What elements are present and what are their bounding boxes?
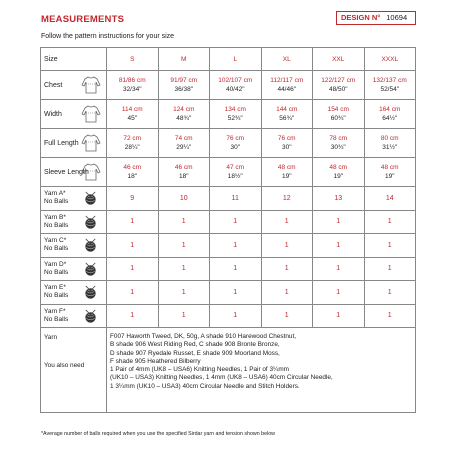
imperial-value: 48/50" [328, 86, 348, 93]
yarn-balls-label: No Balls [44, 245, 69, 253]
measurement-cell [210, 100, 262, 129]
yarn-label-cell [41, 281, 107, 305]
metric-value: 48 cm [380, 164, 399, 171]
imperial-value: 18" [127, 173, 138, 180]
size-header: XXL [313, 48, 365, 71]
sweater-chest-icon [81, 75, 101, 95]
metric-value: 48 cm [277, 164, 296, 171]
measurement-cell [313, 71, 365, 100]
metric-value: 47 cm [226, 164, 245, 171]
measurement-cell [313, 158, 365, 187]
ball-count: 1 [364, 304, 416, 328]
metric-value: 48 cm [329, 164, 348, 171]
imperial-value: 45" [127, 115, 138, 122]
size-label: Size [44, 55, 58, 63]
measurement-label: Sleeve Length [44, 168, 89, 176]
yarn-ball-icon [83, 285, 98, 300]
yarn-row [41, 210, 416, 234]
sweater-width-icon [81, 104, 101, 124]
sweater-sleeve-icon [81, 162, 101, 182]
imperial-value: 28¼" [124, 144, 140, 151]
measurements-table [40, 47, 416, 413]
metric-value: 72 cm [123, 135, 142, 142]
metric-value: 80 cm [380, 135, 399, 142]
ball-count: 13 [313, 187, 365, 211]
yarn-label-cell [41, 304, 107, 328]
size-row [41, 48, 416, 71]
yarn-ball-icon [83, 191, 98, 206]
metric-value: 164 cm [379, 106, 401, 113]
size-header: L [210, 48, 262, 71]
ball-count: 1 [210, 281, 262, 305]
yarn-label-cell [41, 210, 107, 234]
ball-count: 12 [261, 187, 313, 211]
measurement-cell [261, 100, 313, 129]
ball-count: 1 [107, 257, 159, 281]
measurement-label: Full Length [44, 139, 79, 147]
subtitle: Follow the pattern instructions for your size [41, 33, 175, 40]
yarn-info-label: Yarn [44, 334, 58, 341]
yarn-label-cell [41, 257, 107, 281]
ball-count: 1 [364, 257, 416, 281]
measurement-label-cell [41, 100, 107, 129]
measurement-cell [364, 71, 416, 100]
imperial-value: 44/46" [277, 86, 297, 93]
ball-count: 1 [261, 234, 313, 258]
yarn-row [41, 304, 416, 328]
info-text-cell [107, 328, 416, 413]
measurement-cell [261, 158, 313, 187]
measurement-row [41, 158, 416, 187]
ball-count: 1 [261, 304, 313, 328]
size-label-cell [41, 48, 107, 71]
imperial-value: 31½" [382, 144, 398, 151]
ball-count: 1 [210, 304, 262, 328]
ball-count: 1 [158, 257, 210, 281]
metric-value: 134 cm [224, 106, 246, 113]
yarn-balls-label: No Balls [44, 315, 69, 323]
yarn-row [41, 234, 416, 258]
measurement-label-cell [41, 129, 107, 158]
ball-count: 1 [107, 234, 159, 258]
metric-value: 81/86 cm [118, 77, 146, 84]
ball-count: 1 [107, 210, 159, 234]
yarn-label: Yarn E* [44, 284, 66, 292]
info-row [41, 328, 416, 413]
yarn-line: D shade 907 Ryedale Russet, E shade 909 Moorland Moss, [110, 349, 280, 357]
size-header: XXXL [364, 48, 416, 71]
yarn-label: Yarn A* [44, 190, 66, 198]
measurement-cell [158, 100, 210, 129]
yarn-balls-label: No Balls [44, 221, 69, 229]
measurement-cell [107, 129, 159, 158]
ball-count: 1 [364, 281, 416, 305]
yarn-label: Yarn D* [44, 260, 67, 268]
metric-value: 76 cm [277, 135, 296, 142]
measurement-cell [261, 71, 313, 100]
measurement-cell [313, 129, 365, 158]
imperial-value: 60¾" [330, 115, 346, 122]
imperial-value: 36/38" [174, 86, 194, 93]
metric-value: 114 cm [121, 106, 143, 113]
metric-value: 112/117 cm [270, 77, 304, 84]
yarn-line: B shade 906 West Riding Red, C shade 908 Bronte Bronze, [110, 341, 280, 349]
yarn-label: Yarn B* [44, 213, 66, 221]
footnote: *Average number of balls required when you use the specified Sirdar yarn and tension shown below [41, 431, 275, 437]
ball-count: 1 [364, 210, 416, 234]
yarn-balls-label: No Balls [44, 198, 69, 206]
measurement-cell [107, 71, 159, 100]
ball-count: 1 [313, 304, 365, 328]
design-number-box [336, 11, 416, 25]
metric-value: 124 cm [173, 106, 195, 113]
measurement-row [41, 129, 416, 158]
metric-value: 76 cm [226, 135, 245, 142]
yarn-label-cell [41, 234, 107, 258]
yarn-line: F007 Haworth Tweed, DK, 50g, A shade 910 Harewood Chestnut, [110, 333, 297, 340]
metric-value: 46 cm [174, 164, 193, 171]
imperial-value: 29¼" [176, 144, 192, 151]
imperial-value: 19" [281, 173, 292, 180]
measurement-cell [158, 129, 210, 158]
metric-value: 74 cm [174, 135, 193, 142]
design-label: DESIGN N° [341, 13, 381, 22]
measurement-cell [210, 129, 262, 158]
ball-count: 1 [313, 210, 365, 234]
ball-count: 1 [107, 304, 159, 328]
measurement-row [41, 100, 416, 129]
imperial-value: 30¾" [330, 144, 346, 151]
yarn-balls-label: No Balls [44, 268, 69, 276]
ball-count: 1 [158, 234, 210, 258]
yarn-ball-icon [83, 238, 98, 253]
ball-count: 1 [158, 281, 210, 305]
ball-count: 1 [210, 234, 262, 258]
design-number: 10694 [386, 13, 408, 22]
ball-count: 1 [261, 281, 313, 305]
measurement-cell [107, 100, 159, 129]
ball-count: 14 [364, 187, 416, 211]
measurement-cell [364, 158, 416, 187]
yarn-label-cell [41, 187, 107, 211]
metric-value: 78 cm [329, 135, 348, 142]
measurement-cell [364, 129, 416, 158]
imperial-value: 18½" [227, 173, 243, 180]
imperial-value: 32/34" [122, 86, 142, 93]
ball-count: 1 [261, 210, 313, 234]
imperial-value: 52¾" [227, 115, 243, 122]
ball-count: 11 [210, 187, 262, 211]
size-header: M [158, 48, 210, 71]
metric-value: 102/107 cm [218, 77, 253, 84]
ball-count: 1 [313, 281, 365, 305]
ball-count: 9 [107, 187, 159, 211]
also-line: 1 3¼mm (UK10 – USA3) 40cm Circular Needle and Stitch Holders. [110, 382, 300, 390]
imperial-value: 48¾" [176, 115, 192, 122]
imperial-value: 40/42" [225, 86, 245, 93]
measurement-cell [210, 158, 262, 187]
also-line: 1 Pair of 4mm (UK8 – USA6) Knitting Needles, 1 Pair of 3¼mm [110, 366, 290, 374]
yarn-line: F shade 905 Heathered Bilberry [110, 357, 201, 365]
measurement-cell [210, 71, 262, 100]
yarn-row [41, 281, 416, 305]
measurement-cell [158, 158, 210, 187]
measurement-label: Chest [44, 81, 63, 89]
measurement-cell [261, 129, 313, 158]
imperial-value: 64½" [382, 115, 398, 122]
ball-count: 1 [107, 281, 159, 305]
metric-value: 122/127 cm [321, 77, 356, 84]
sweater-length-icon [81, 133, 101, 153]
metric-value: 46 cm [123, 164, 142, 171]
imperial-value: 19" [384, 173, 395, 180]
yarn-label: Yarn F* [44, 307, 66, 315]
measurement-cell [107, 158, 159, 187]
measurement-row [41, 71, 416, 100]
ball-count: 1 [158, 304, 210, 328]
size-header: S [107, 48, 159, 71]
imperial-value: 30" [281, 144, 292, 151]
ball-count: 1 [210, 210, 262, 234]
measurement-cell [158, 71, 210, 100]
ball-count: 1 [210, 257, 262, 281]
yarn-ball-icon [83, 215, 98, 230]
yarn-balls-label: No Balls [44, 292, 69, 300]
measurement-cell [313, 100, 365, 129]
also-line: (UK10 – USA3) Knitting Needles, 1 4mm (UK8 – USA6) 40cm Circular Needle, [110, 374, 333, 382]
imperial-value: 30" [230, 144, 241, 151]
ball-count: 1 [261, 257, 313, 281]
imperial-value: 52/54" [380, 86, 400, 93]
imperial-value: 56¾" [279, 115, 295, 122]
metric-value: 91/97 cm [170, 77, 198, 84]
ball-count: 1 [313, 257, 365, 281]
imperial-value: 19" [333, 173, 344, 180]
measurement-label: Width [44, 110, 62, 118]
also-need-label: You also need [44, 362, 85, 370]
yarn-row [41, 257, 416, 281]
measurement-label-cell [41, 158, 107, 187]
yarn-ball-icon [83, 262, 98, 277]
yarn-row [41, 187, 416, 211]
metric-value: 144 cm [276, 106, 298, 113]
metric-value: 132/137 cm [372, 77, 407, 84]
metric-value: 154 cm [327, 106, 349, 113]
measurement-label-cell [41, 71, 107, 100]
yarn-ball-icon [83, 309, 98, 324]
imperial-value: 18" [178, 173, 189, 180]
ball-count: 10 [158, 187, 210, 211]
size-header: XL [261, 48, 313, 71]
yarn-label: Yarn C* [44, 237, 67, 245]
ball-count: 1 [364, 234, 416, 258]
page-title: MEASUREMENTS [41, 14, 125, 25]
ball-count: 1 [158, 210, 210, 234]
info-label-cell [41, 328, 107, 413]
measurement-cell [364, 100, 416, 129]
ball-count: 1 [313, 234, 365, 258]
